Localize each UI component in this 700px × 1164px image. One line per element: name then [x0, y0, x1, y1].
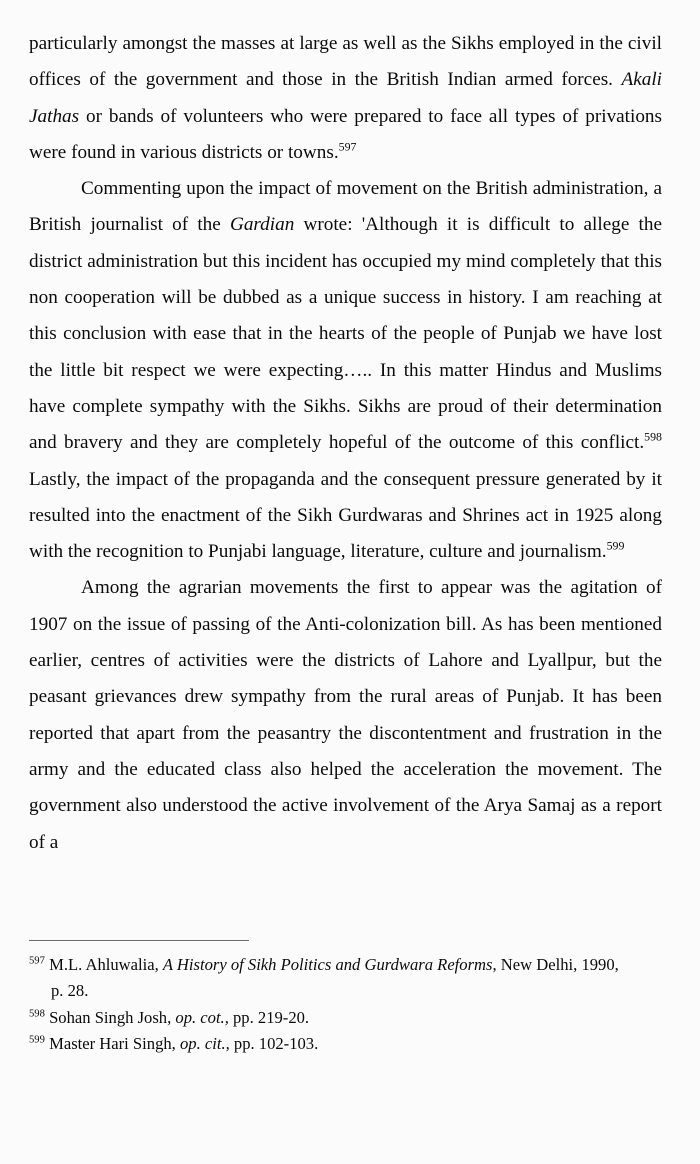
- italic-run: op. cot.,: [175, 1007, 229, 1027]
- text-run: particularly amongst the masses at large as well as the Sikhs employed in the civil offices of the government and those in the British Indian armed forces.: [29, 33, 662, 91]
- italic-run: op. cit.,: [179, 1034, 230, 1054]
- text-run: , New Delhi, 1990,: [492, 955, 619, 974]
- italic-run: Akali Jathas: [29, 69, 662, 127]
- text-run: Sohan Singh Josh,: [44, 1007, 176, 1027]
- footnote-reference-597: 597: [338, 139, 357, 154]
- footnote-marker-598: 598: [29, 1008, 45, 1020]
- footnote-marker-597: 597: [29, 955, 45, 967]
- footnote-continuation-text: p. 28.: [51, 981, 89, 1001]
- footnote-reference-599: 599: [606, 538, 625, 553]
- text-run: pp. 219-20.: [228, 1007, 310, 1027]
- text-run: Among the agrarian movements the first to appear was the agitation of 1907 on the issue of passing of the Anti-colonization bill. As has been mentioned earlier, centres of activities were the districts of Lahore and Lyallpur, but the peasant grievances drew sympathy from the rural areas of Punjab. It has been reported that apart from the peasantry the discontentment and frustration in the army and the educated class also helped the acceleration the movement. The government also understood the active involvement of the Arya Samaj as a report of a: [29, 577, 662, 853]
- text-run: Commenting upon the impact of movement on the British administration, a British journalist of the: [29, 178, 662, 236]
- text-run: or bands of volunteers who were prepared to face all types of privations were found in various districts or towns.: [29, 105, 662, 163]
- text-run: M.L. Ahluwalia,: [44, 955, 163, 974]
- italic-run: Gardian: [229, 214, 295, 236]
- paragraph-2: [29, 171, 662, 570]
- text-run: Master Hari Singh,: [44, 1034, 180, 1054]
- body-text-column: [29, 26, 662, 861]
- text-run: pp. 102-103.: [229, 1034, 319, 1054]
- footnote-separator-rule: [29, 940, 249, 941]
- text-run: wrote: 'Although it is difficult to allege the district administration but this incident has occupied my mind completely that this non cooperation will be dubbed as a unique success in history. I am reaching at this conclusion with ease that in the hearts of the people of Punjab we have lost the little bit respect we were expecting….. In this matter Hindus and Muslims have complete sympathy with the Sikhs. Sikhs are proud of their determination and bravery and they are completely hopeful of the outcome of this conflict.: [29, 214, 662, 454]
- paragraph-1: [29, 26, 662, 171]
- footnote-marker-599: 599: [29, 1034, 45, 1046]
- paragraph-3: [29, 570, 662, 860]
- text-run: Lastly, the impact of the propaganda and the consequent pressure generated by it resulted into the enactment of the Sikh Gurdwaras and Shrines act in 1925 along with the recognition to Punjabi language, literature, culture and journalism.: [29, 468, 662, 563]
- footnote-reference-598: 598: [644, 429, 662, 444]
- footnote-block: [29, 952, 662, 1058]
- footnote-entry-597: [29, 952, 662, 1005]
- footnote-entry-598: [29, 1005, 662, 1031]
- italic-run: A History of Sikh Politics and Gurdwara Reforms: [162, 955, 493, 974]
- footnote-entry-599: [29, 1031, 662, 1057]
